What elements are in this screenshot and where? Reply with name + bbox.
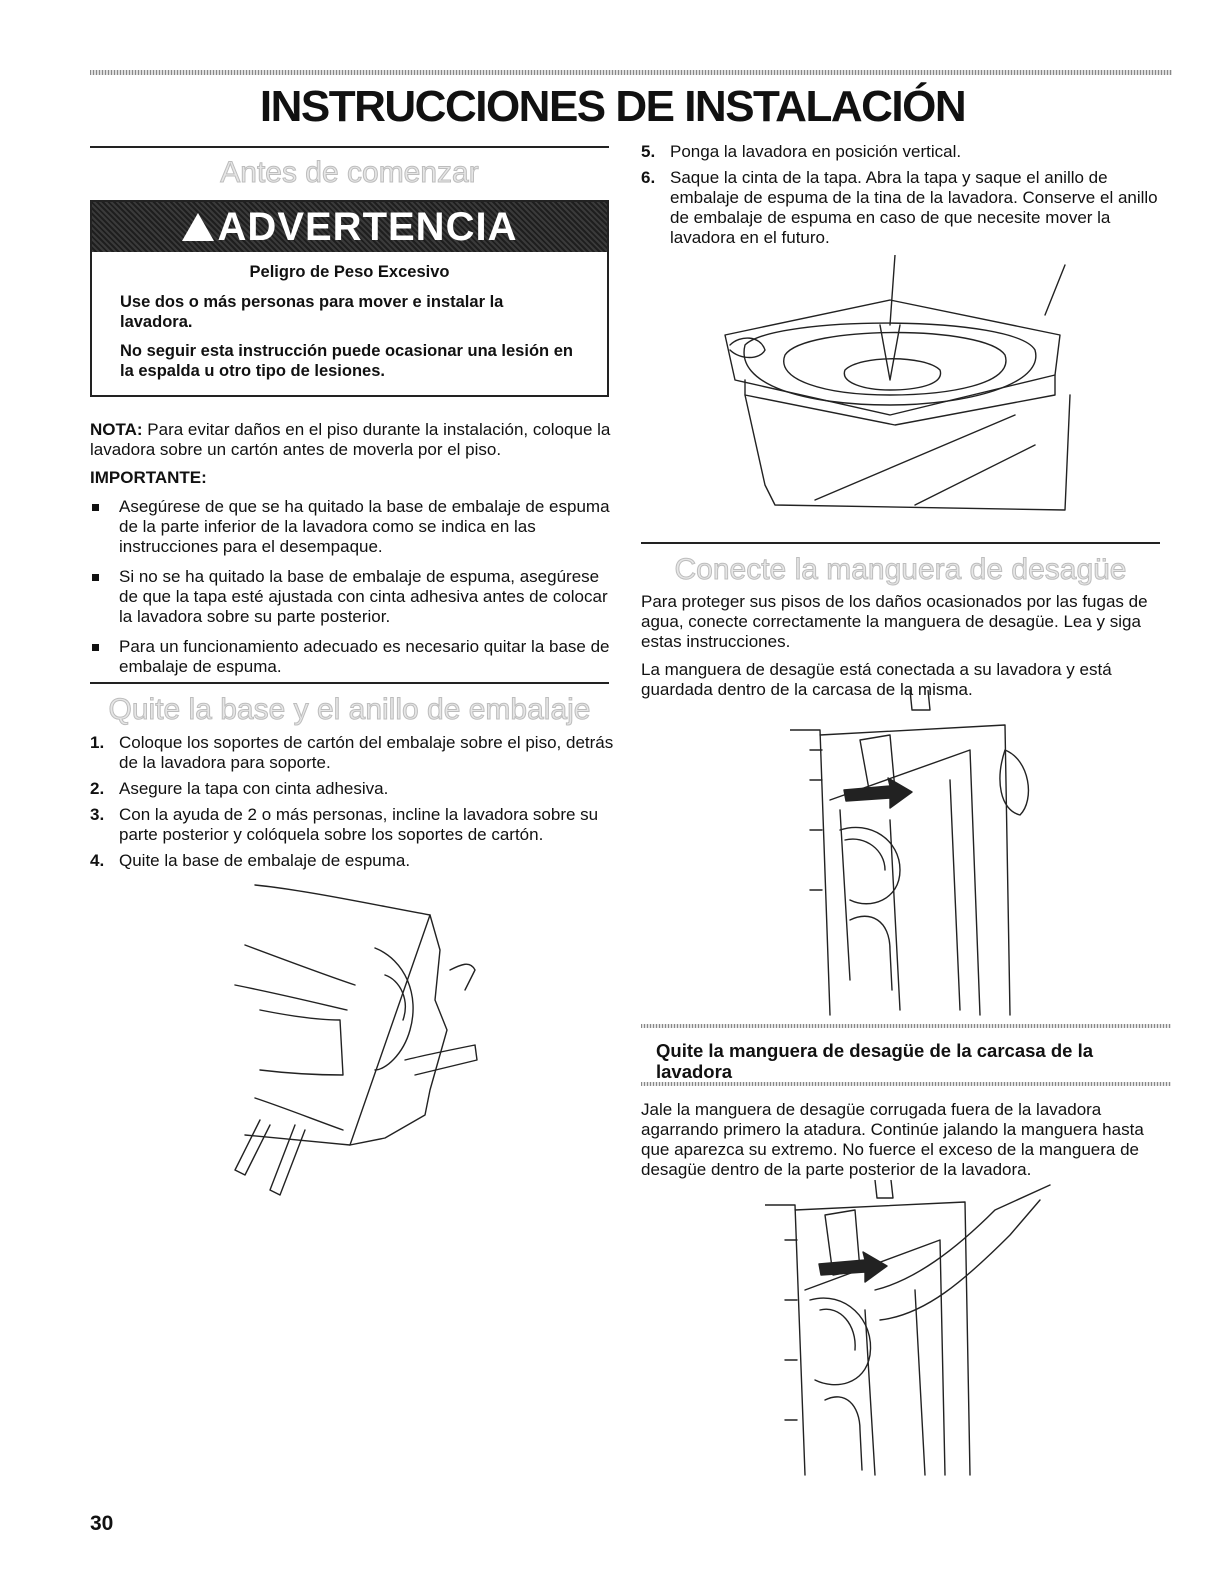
list-item: 2. Asegure la tapa con cinta adhesiva.: [90, 779, 389, 798]
washer-tilted-illustration: [225, 880, 485, 1200]
drain-hose-in-cabinet-illustration: [790, 690, 1040, 1020]
top-rule: [90, 70, 1172, 75]
warning-hazard: Peligro de Peso Excesivo: [249, 263, 450, 281]
arrow-icon: [817, 1250, 889, 1284]
important-label: IMPORTANTE:: [90, 468, 207, 487]
warning-line-2: No seguir esta instrucción puede ocasionar una lesión en la espalda u otro tipo de lesiones.: [120, 342, 573, 380]
warning-triangle-icon: [182, 213, 214, 241]
warning-label: ADVERTENCIA: [217, 204, 518, 249]
subheading-rule: [641, 1024, 1171, 1028]
page-number: 30: [90, 1512, 114, 1535]
note-label: NOTA:: [90, 420, 143, 439]
section-rule: [90, 682, 609, 684]
important-list: [90, 497, 615, 677]
warning-line-1: Use dos o más personas para mover e instalar la lavadora.: [120, 293, 504, 331]
page-title: INSTRUCCIONES DE INSTALACIÓN: [259, 82, 966, 131]
left-steps: [90, 733, 615, 877]
drain-intro: [641, 592, 1166, 700]
before-heading: Antes de comenzar: [220, 156, 479, 189]
remove-heading: Quite la base y el anillo de embalaje: [108, 693, 591, 726]
list-item: Si no se ha quitado la base de embalaje de espuma, asegúrese de que la tapa esté ajustada con cinta adhesiva antes de colocar la lavadora sobre su parte posterior.: [90, 567, 615, 627]
arrow-icon: [842, 776, 914, 810]
pulling-drain-hose-illustration: [765, 1180, 1065, 1480]
list-item: 5. Ponga la lavadora en posición vertical.: [641, 142, 962, 161]
list-item: 6. Saque la cinta de la tapa. Abra la tapa y saque el anillo de embalaje de espuma de la tina de la lavadora. Conserve el anillo de embalaje de espuma en caso de que necesite mover la lavadora en el futuro.: [641, 168, 1158, 247]
drain-sub-text: Jale la manguera de desagüe corrugada fuera de la lavadora agarrando primero la atadura. Continúe jalando la manguera hasta que aparezca su extremo. No fuerce el exceso de la manguera de desagüe dentro de la parte posterior de la lavadora.: [641, 1100, 1144, 1179]
drain-paragraph-2: La manguera de desagüe está conectada a su lavadora y está guardada dentro de la carcasa de la misma.: [641, 660, 1112, 699]
note-text: Para evitar daños en el piso durante la instalación, coloque la lavadora sobre un cartón antes de moverla por el piso.: [90, 420, 611, 459]
list-item: 3. Con la ayuda de 2 o más personas, incline la lavadora sobre su parte posterior y colóquela sobre los soportes de cartón.: [90, 805, 599, 844]
drain-paragraph-1: Para proteger sus pisos de los daños ocasionados por las fugas de agua, conecte correctamente la manguera de desagüe. Lea y siga estas instrucciones.: [641, 592, 1148, 651]
right-steps: [641, 142, 1166, 254]
list-item: Asegúrese de que se ha quitado la base de embalaje de espuma de la parte inferior de la lavadora como se indica en las instrucciones para el desempaque.: [90, 497, 615, 557]
washer-tub-illustration: [715, 255, 1085, 525]
warning-header: [92, 202, 607, 252]
list-item: 4. Quite la base de embalaje de espuma.: [90, 851, 411, 870]
warning-box: [90, 200, 609, 397]
list-item: 1. Coloque los soportes de cartón del embalaje sobre el piso, detrás de la lavadora para soporte.: [90, 733, 614, 772]
drain-heading: Conecte la manguera de desagüe: [674, 553, 1127, 586]
list-item: Para un funcionamiento adecuado es necesario quitar la base de embalaje de espuma.: [90, 637, 615, 677]
section-rule: [641, 542, 1160, 544]
left-notes: [90, 420, 615, 687]
section-rule: [90, 146, 609, 148]
subheading-rule: [641, 1082, 1171, 1086]
drain-subheading: Quite la manguera de desagüe de la carcasa de la lavadora: [656, 1040, 1093, 1082]
